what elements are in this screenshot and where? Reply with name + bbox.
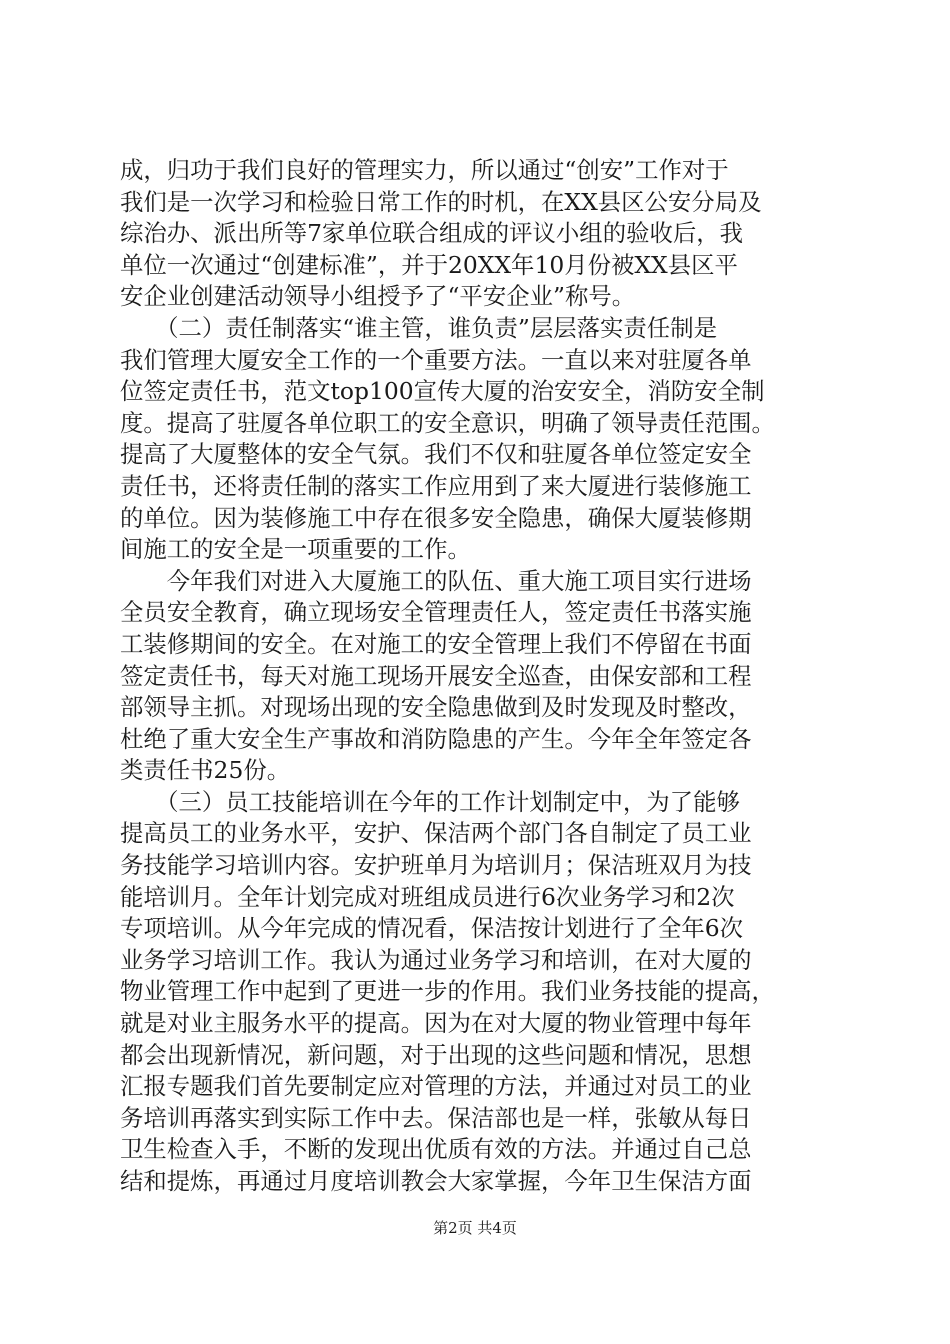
text-line: 今年我们对进入大厦施工的队伍、重大施工项目实行进场 (120, 566, 752, 595)
text-line: 全员安全教育，确立现场安全管理责任人，签定责任书落实施 (120, 598, 752, 627)
page-footer: 第2页 共4页 (433, 1219, 517, 1237)
text-line: 位签定责任书，范文top100宣传大厦的治安安全，消防安全制 (120, 377, 765, 406)
text-line: 提高员工的业务水平，安护、保洁两个部门各自制定了员工业 (120, 819, 752, 848)
text-line: 专项培训。从今年完成的情况看，保洁按计划进行了全年6次 (120, 914, 744, 943)
text-line: 物业管理工作中起到了更进一步的作用。我们业务技能的提高， (120, 977, 775, 1006)
text-line: 责任书，还将责任制的落实工作应用到了来大厦进行装修施工 (120, 471, 752, 500)
text-line: 都会出现新情况，新问题，对于出现的这些问题和情况，思想 (120, 1040, 752, 1069)
text-line: 间施工的安全是一项重要的工作。 (120, 535, 471, 564)
text-line: 业务学习培训工作。我认为通过业务学习和培训，在对大厦的 (120, 945, 752, 974)
text-line: 安企业创建活动领导小组授予了“平安企业”称号。 (120, 282, 636, 311)
text-line: 类责任书25份。 (120, 756, 291, 785)
text-line: 务技能学习培训内容。安护班单月为培训月；保洁班双月为技 (120, 851, 752, 880)
text-line: 就是对业主服务水平的提高。因为在对大厦的物业管理中每年 (120, 1009, 752, 1038)
text-line: 单位一次通过“创建标准”，并于20XX年10月份被XX县区平 (120, 250, 738, 279)
text-line: 的单位。因为装修施工中存在很多安全隐患，确保大厦装修期 (120, 503, 752, 532)
text-line: 结和提炼，再通过月度培训教会大家掌握，今年卫生保洁方面 (120, 1167, 752, 1195)
text-line: 度。提高了驻厦各单位职工的安全意识，明确了领导责任范围。 (120, 408, 775, 437)
text-line: 我们是一次学习和检验日常工作的时机，在XX县区公安分局及 (120, 187, 762, 216)
text-line: 部领导主抓。对现场出现的安全隐患做到及时发现及时整改， (120, 693, 752, 722)
text-line: （三）员工技能培训在今年的工作计划制定中，为了能够 (120, 787, 740, 816)
text-line: 工装修期间的安全。在对施工的安全管理上我们不停留在书面 (120, 629, 752, 658)
text-line: 成，归功于我们良好的管理实力，所以通过“创安”工作对于 (120, 156, 729, 184)
text-line: 综治办、派出所等7家单位联合组成的评议小组的验收后，我 (120, 219, 744, 248)
text-line: （二）责任制落实“谁主管，谁负责”层层落实责任制是 (120, 313, 717, 342)
text-line: 能培训月。全年计划完成对班组成员进行6次业务学习和2次 (120, 882, 735, 911)
text-line: 签定责任书，每天对施工现场开展安全巡查，由保安部和工程 (120, 661, 752, 690)
text-line: 杜绝了重大安全生产事故和消防隐患的产生。今年全年签定各 (120, 724, 752, 753)
text-line: 我们管理大厦安全工作的一个重要方法。一直以来对驻厦各单 (120, 345, 752, 374)
text-line: 务培训再落实到实际工作中去。保洁部也是一样，张敏从每日 (120, 1103, 752, 1132)
text-line: 汇报专题我们首先要制定应对管理的方法，并通过对员工的业 (120, 1072, 752, 1101)
text-line: 卫生检查入手，不断的发现出优质有效的方法。并通过自己总 (120, 1135, 752, 1164)
text-line: 提高了大厦整体的安全气氛。我们不仅和驻厦各单位签定安全 (120, 440, 752, 469)
document-body (120, 155, 832, 1198)
